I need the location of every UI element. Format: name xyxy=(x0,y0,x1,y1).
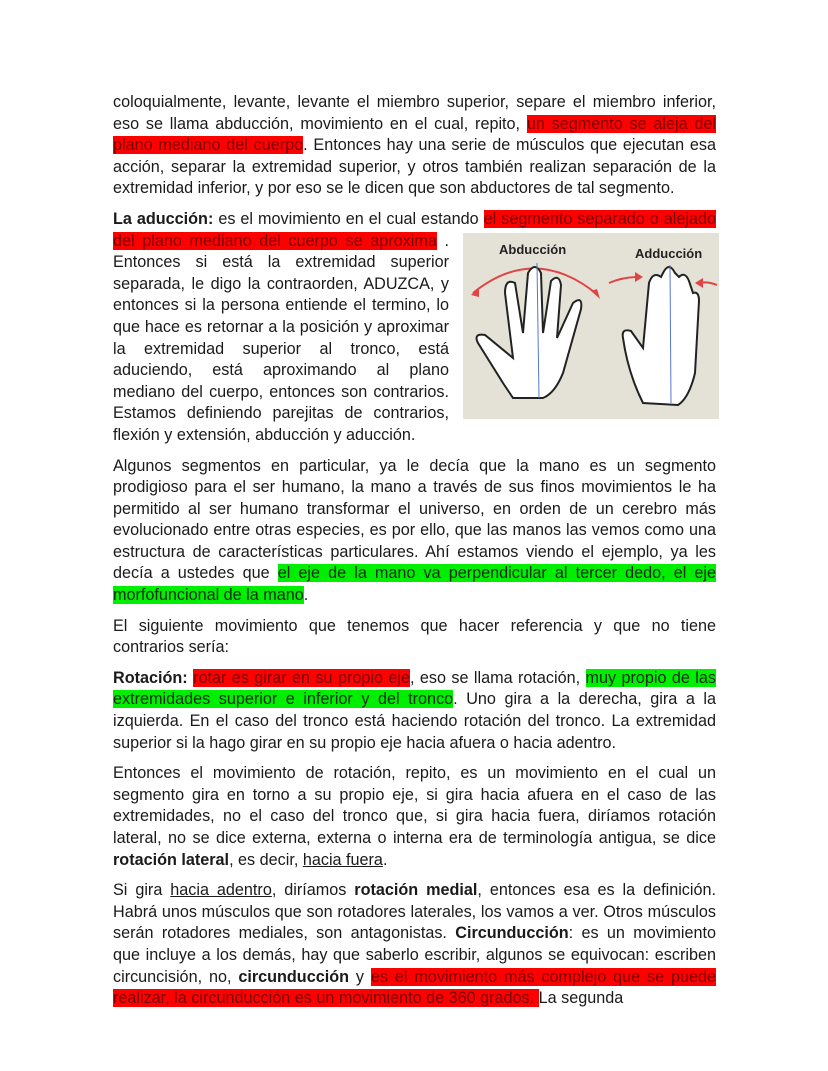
paragraph xyxy=(113,616,716,659)
bold-text: rotación medial xyxy=(354,881,478,900)
text: Entonces el movimiento de rotación, repito, es un movimiento en el cual un segmento gira en torno a su propio eje, si gira hacia afuera en el caso de las extremidades, no el caso del tronco que, si gira hacia fuera, diríamos rotación lateral, no se dice externa, externa o interna era de terminología antigua, se dice xyxy=(113,764,716,847)
bold-text: circunducción xyxy=(238,967,349,986)
text: coloquialmente, levante, levante el miembro superior, separe el miembro inferior, eso se llama abducción, movimiento en el cual, repito, xyxy=(113,93,716,133)
text: . Entonces si está la extremidad superior separada, le digo la contraorden, ADUZCA, y entonces si la persona entiende el termino, lo que hace es retornar a la posición y aproximar la extremidad superior al tronco, está aduciendo, está aproximando al plano mediano del cuerpo, entonces son contrarios. Estamos definiendo parejitas de contrarios, flexión y extensión, abducción y aducción. xyxy=(113,231,450,444)
highlight-red: es el movimiento más complejo que se puede realizar, la circunducción es un movimiento de 360 grados. xyxy=(113,967,717,1008)
highlight-red: un segmento se aleja del plano mediano del cuerpo xyxy=(113,114,717,155)
bold-text: Circunducción xyxy=(455,924,569,943)
text: , es decir, xyxy=(229,850,303,869)
underlined-text: hacia fuera xyxy=(302,850,383,869)
text: Si gira xyxy=(113,881,171,900)
text: , diríamos xyxy=(271,881,355,900)
underlined-text: hacia adentro xyxy=(170,881,272,900)
text: El siguiente movimiento que tenemos que hacer referencia y que no tiene contrarios sería: xyxy=(113,616,716,657)
arrow-head-left xyxy=(471,287,479,297)
highlight-red: el segmento separado o alejado del plano mediano del cuerpo se aproxima xyxy=(113,209,717,250)
bold-text: La aducción: xyxy=(113,209,214,228)
paragraph xyxy=(113,763,716,871)
paragraph xyxy=(113,92,716,200)
highlight-green: el eje de la mano va perpendicular al tercer dedo, el eje morfofuncional de la mano xyxy=(113,564,716,605)
text: , eso se llama rotación, xyxy=(409,668,586,687)
adduction-arrow-left xyxy=(609,277,639,283)
paragraph xyxy=(113,880,716,1010)
figure-label-adduccion: Adducción xyxy=(635,245,703,261)
text: y xyxy=(348,967,371,986)
paragraph xyxy=(113,456,716,607)
highlight-green: muy propio de las extremidades superior e inferior y del tronco xyxy=(113,668,717,709)
text: Algunos segmentos en particular, ya le decía que la mano es un segmento prodigioso para el ser humano, la mano a través de sus finos movimientos le ha permitido al ser humano transformar el universo, en orden de un cerebro más evolucionado entre otras especies, es por ello, que las manos las vemos como una estructura de características particulares. Ahí estamos viendo el ejemplo, ya les decía a ustedes que xyxy=(113,456,716,583)
text: . xyxy=(382,850,388,869)
text: . Entonces hay una serie de músculos que ejecutan esa acción, separar la extremidad superior, y otros también realizan separación de la extremidad inferior, y por eso se le dicen que son abductores de tal segmento. xyxy=(113,136,716,198)
closed-hand-icon xyxy=(623,267,699,405)
paragraph xyxy=(113,668,716,754)
text: es el movimiento en el cual estando xyxy=(213,209,484,228)
text: : es un movimiento que incluye a los demás, hay que saberlo escribir, algunos se equivocan: escriben circuncisión, no, xyxy=(113,924,717,986)
open-hand-icon xyxy=(477,267,582,398)
figure-label-abduccion: Abducción xyxy=(499,241,567,257)
abduction-adduction-figure xyxy=(463,233,719,419)
text: . xyxy=(303,586,309,605)
bold-text: rotación lateral xyxy=(113,850,230,869)
document-body xyxy=(113,92,716,1019)
paragraph xyxy=(113,209,716,447)
bold-text: Rotación: xyxy=(113,668,188,687)
highlight-red: rotar es girar en su propio eje xyxy=(193,668,410,687)
text: . Uno gira a la derecha, gira a la izquierda. En el caso del tronco está haciendo rotación del tronco. La extremidad superior si la hago girar en su propio eje hacia afuera o hacia adentro. xyxy=(113,690,717,752)
text: , entonces esa es la definición. Habrá unos músculos que son rotadores laterales, los vamos a ver. Otros músculos serán rotadores mediales, son antagonistas. xyxy=(113,881,716,943)
text: La segunda xyxy=(538,989,624,1008)
